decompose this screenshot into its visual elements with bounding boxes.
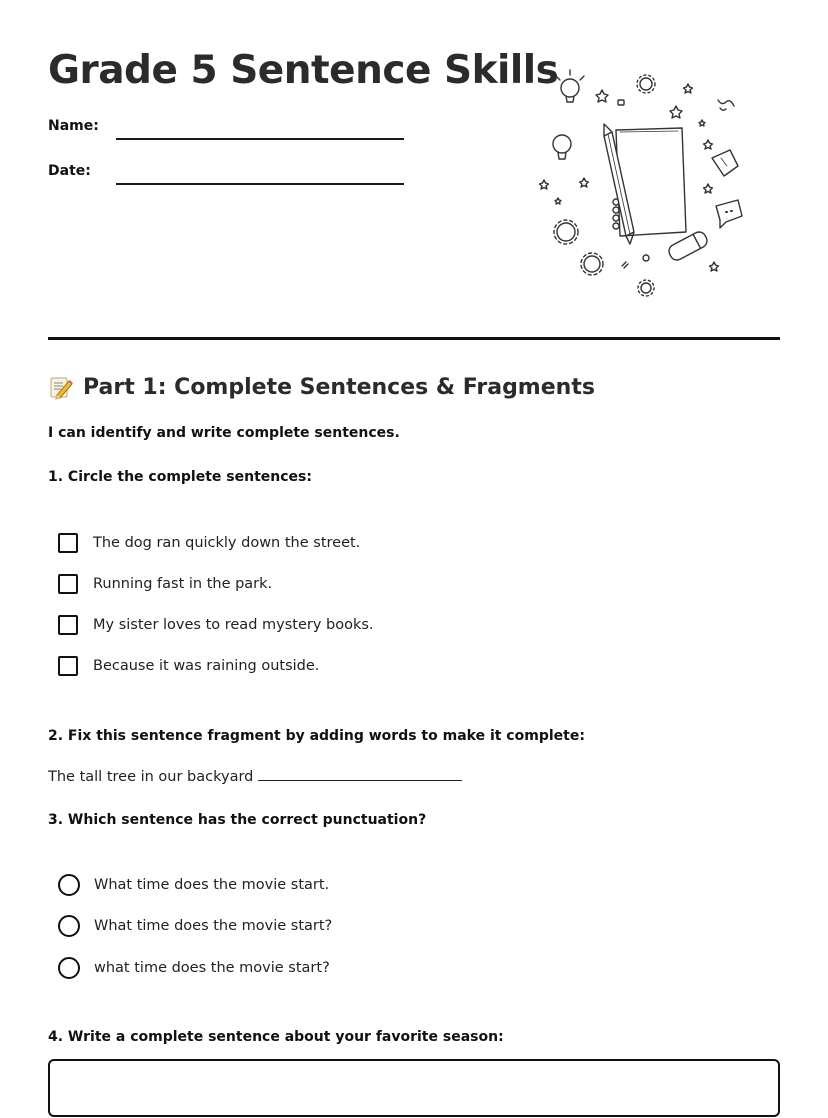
question-4-answer-box[interactable] bbox=[48, 1059, 780, 1117]
checkbox[interactable] bbox=[58, 574, 78, 594]
name-field[interactable] bbox=[116, 138, 404, 140]
page-title: Grade 5 Sentence Skills bbox=[48, 48, 559, 93]
question-1-option[interactable] bbox=[58, 572, 272, 596]
gear-icon bbox=[554, 220, 578, 244]
date-field[interactable] bbox=[116, 183, 404, 185]
question-3-option[interactable] bbox=[58, 956, 330, 980]
question-1-option[interactable] bbox=[58, 613, 374, 637]
part1-heading bbox=[48, 374, 595, 400]
question-1-prompt: 1. Circle the complete sentences: bbox=[48, 469, 312, 485]
lightbulb-icon bbox=[553, 135, 571, 159]
fragment-text: The tall tree in our backyard bbox=[48, 769, 254, 785]
question-3-option[interactable] bbox=[58, 873, 329, 897]
badge-icon bbox=[712, 150, 738, 176]
fragment-line bbox=[48, 766, 462, 785]
part1-title: Part 1: Complete Sentences & Fragments bbox=[83, 374, 595, 400]
checkbox[interactable] bbox=[58, 533, 78, 553]
question-1-option[interactable] bbox=[58, 531, 360, 555]
question-4-prompt: 4. Write a complete sentence about your favorite season: bbox=[48, 1029, 504, 1045]
radio-button[interactable] bbox=[58, 957, 80, 979]
option-text: The dog ran quickly down the street. bbox=[93, 535, 361, 551]
speech-bubble-icon bbox=[716, 200, 742, 228]
date-label: Date: bbox=[48, 163, 91, 179]
gear-icon bbox=[637, 75, 655, 93]
gear-icon bbox=[638, 280, 654, 296]
memo-pencil-icon bbox=[48, 374, 74, 400]
eraser-icon bbox=[667, 230, 710, 263]
option-text: what time does the movie start? bbox=[94, 960, 330, 976]
fragment-answer-blank[interactable] bbox=[258, 766, 462, 781]
question-3-prompt: 3. Which sentence has the correct punctuation? bbox=[48, 812, 427, 828]
question-3-option[interactable] bbox=[58, 914, 332, 938]
option-text: My sister loves to read mystery books. bbox=[93, 617, 374, 633]
option-text: What time does the movie start? bbox=[94, 918, 333, 934]
option-text: Because it was raining outside. bbox=[93, 658, 320, 674]
option-text: Running fast in the park. bbox=[93, 576, 273, 592]
radio-button[interactable] bbox=[58, 874, 80, 896]
radio-button[interactable] bbox=[58, 915, 80, 937]
question-2-prompt: 2. Fix this sentence fragment by adding words to make it complete: bbox=[48, 728, 585, 744]
learning-objective: I can identify and write complete sentences. bbox=[48, 425, 400, 441]
notebook-pencil-doodle-icon bbox=[530, 62, 750, 302]
name-label: Name: bbox=[48, 118, 99, 134]
option-text: What time does the movie start. bbox=[94, 877, 330, 893]
section-divider bbox=[48, 337, 780, 340]
gear-icon bbox=[581, 253, 603, 275]
checkbox[interactable] bbox=[58, 656, 78, 676]
checkbox[interactable] bbox=[58, 615, 78, 635]
lightbulb-icon bbox=[556, 70, 584, 102]
question-1-option[interactable] bbox=[58, 654, 319, 678]
